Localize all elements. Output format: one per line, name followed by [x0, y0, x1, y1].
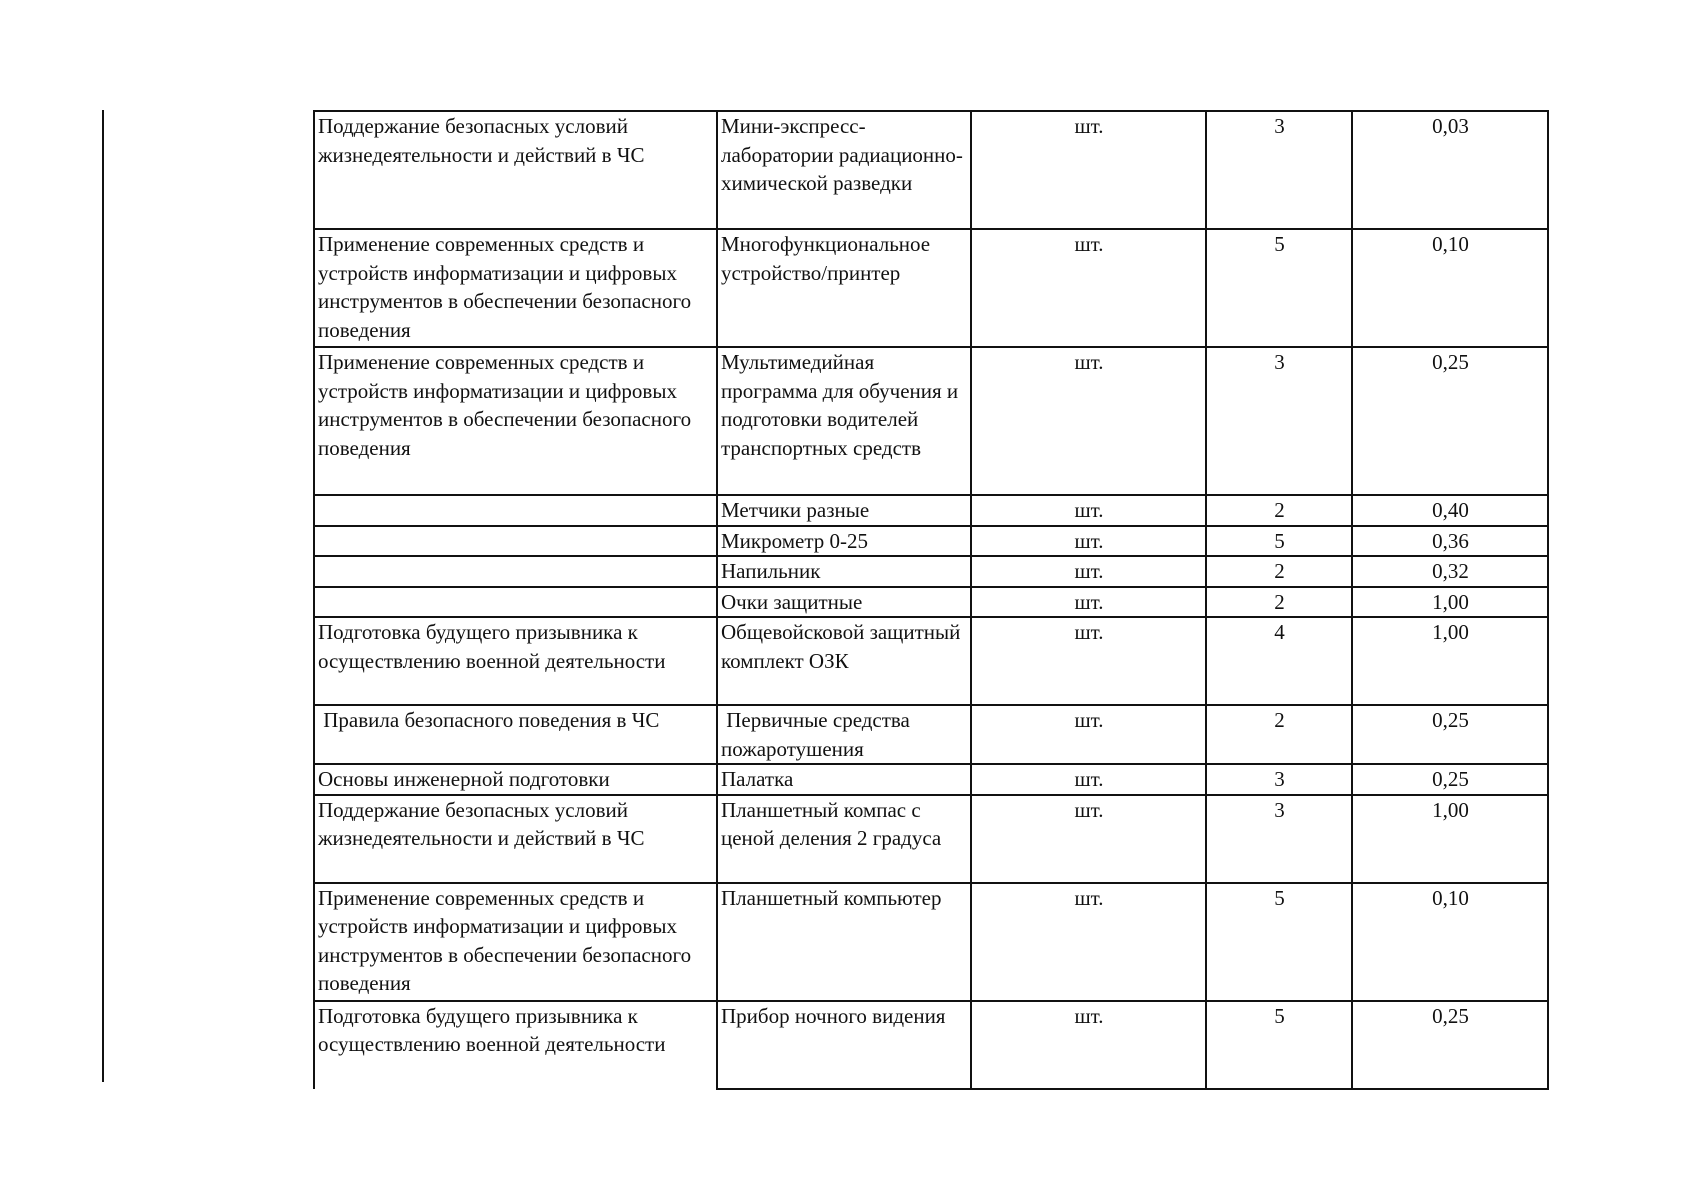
qty-cell: 5 — [1206, 526, 1352, 557]
qty-cell: 3 — [1206, 347, 1352, 495]
qty-cell: 4 — [1206, 617, 1352, 705]
item-cell: Мини-экспресс-лаборатории радиационно-химической разведки — [717, 111, 971, 229]
table-row — [314, 1001, 1548, 1089]
coef-cell: 0,36 — [1352, 526, 1548, 557]
unit-cell: шт. — [971, 526, 1206, 557]
unit-cell: шт. — [971, 795, 1206, 883]
coef-cell: 0,10 — [1352, 229, 1548, 347]
table-row — [314, 617, 1548, 705]
qty-cell: 5 — [1206, 229, 1352, 347]
item-cell: Палатка — [717, 764, 971, 795]
coef-cell: 0,10 — [1352, 883, 1548, 1001]
topic-cell: Подготовка будущего призывника к осуществлению военной деятельности — [314, 617, 717, 705]
table-row — [314, 526, 1548, 557]
item-cell: Планшетный компьютер — [717, 883, 971, 1001]
topic-cell: Основы инженерной подготовки — [314, 764, 717, 795]
qty-cell: 2 — [1206, 556, 1352, 587]
table-row — [314, 556, 1548, 587]
topic-cell: Поддержание безопасных условий жизнедеятельности и действий в ЧС — [314, 795, 717, 883]
table-row — [314, 111, 1548, 229]
qty-cell: 5 — [1206, 1001, 1352, 1089]
table-row — [314, 705, 1548, 764]
qty-cell: 5 — [1206, 883, 1352, 1001]
coef-cell: 1,00 — [1352, 795, 1548, 883]
unit-cell: шт. — [971, 883, 1206, 1001]
unit-cell: шт. — [971, 764, 1206, 795]
coef-cell: 0,25 — [1352, 705, 1548, 764]
coef-cell: 1,00 — [1352, 617, 1548, 705]
unit-cell: шт. — [971, 617, 1206, 705]
left-margin-rule — [102, 110, 104, 1082]
topic-cell: Применение современных средств и устройств информатизации и цифровых инструментов в обеспечении безопасного поведения — [314, 347, 717, 495]
unit-cell: шт. — [971, 587, 1206, 618]
item-cell: Метчики разные — [717, 495, 971, 526]
item-cell: Мультимедийная программа для обучения и подготовки водителей транспортных средств — [717, 347, 971, 495]
qty-cell: 2 — [1206, 587, 1352, 618]
topic-cell: Правила безопасного поведения в ЧС — [314, 705, 717, 764]
table-row — [314, 795, 1548, 883]
table-row — [314, 347, 1548, 495]
table-row — [314, 229, 1548, 347]
unit-cell: шт. — [971, 495, 1206, 526]
unit-cell: шт. — [971, 229, 1206, 347]
topic-cell: Применение современных средств и устройств информатизации и цифровых инструментов в обеспечении безопасного поведения — [314, 229, 717, 347]
topic-cell: Поддержание безопасных условий жизнедеятельности и действий в ЧС — [314, 111, 717, 229]
item-cell: Напильник — [717, 556, 971, 587]
item-cell: Микрометр 0-25 — [717, 526, 971, 557]
coef-cell: 1,00 — [1352, 587, 1548, 618]
qty-cell: 3 — [1206, 764, 1352, 795]
table-row — [314, 587, 1548, 618]
unit-cell: шт. — [971, 111, 1206, 229]
unit-cell: шт. — [971, 705, 1206, 764]
qty-cell: 2 — [1206, 705, 1352, 764]
table-row — [314, 764, 1548, 795]
topic-cell: Подготовка будущего призывника к осуществлению военной деятельности — [314, 1001, 717, 1089]
topic-cell — [314, 587, 717, 618]
topic-cell: Применение современных средств и устройств информатизации и цифровых инструментов в обеспечении безопасного поведения — [314, 883, 717, 1001]
topic-cell — [314, 556, 717, 587]
unit-cell: шт. — [971, 347, 1206, 495]
unit-cell: шт. — [971, 1001, 1206, 1089]
coef-cell: 0,25 — [1352, 1001, 1548, 1089]
topic-cell — [314, 495, 717, 526]
item-cell: Многофункциональное устройство/принтер — [717, 229, 971, 347]
item-cell: Общевойсковой защитный комплект ОЗК — [717, 617, 971, 705]
equipment-table — [313, 110, 1549, 1090]
qty-cell: 3 — [1206, 795, 1352, 883]
item-cell: Первичные средства пожаротушения — [717, 705, 971, 764]
coef-cell: 0,25 — [1352, 764, 1548, 795]
topic-cell — [314, 526, 717, 557]
unit-cell: шт. — [971, 556, 1206, 587]
qty-cell: 2 — [1206, 495, 1352, 526]
qty-cell: 3 — [1206, 111, 1352, 229]
table-row — [314, 495, 1548, 526]
coef-cell: 0,03 — [1352, 111, 1548, 229]
item-cell: Прибор ночного видения — [717, 1001, 971, 1089]
table-row — [314, 883, 1548, 1001]
coef-cell: 0,40 — [1352, 495, 1548, 526]
coef-cell: 0,25 — [1352, 347, 1548, 495]
coef-cell: 0,32 — [1352, 556, 1548, 587]
item-cell: Очки защитные — [717, 587, 971, 618]
item-cell: Планшетный компас с ценой деления 2 градуса — [717, 795, 971, 883]
